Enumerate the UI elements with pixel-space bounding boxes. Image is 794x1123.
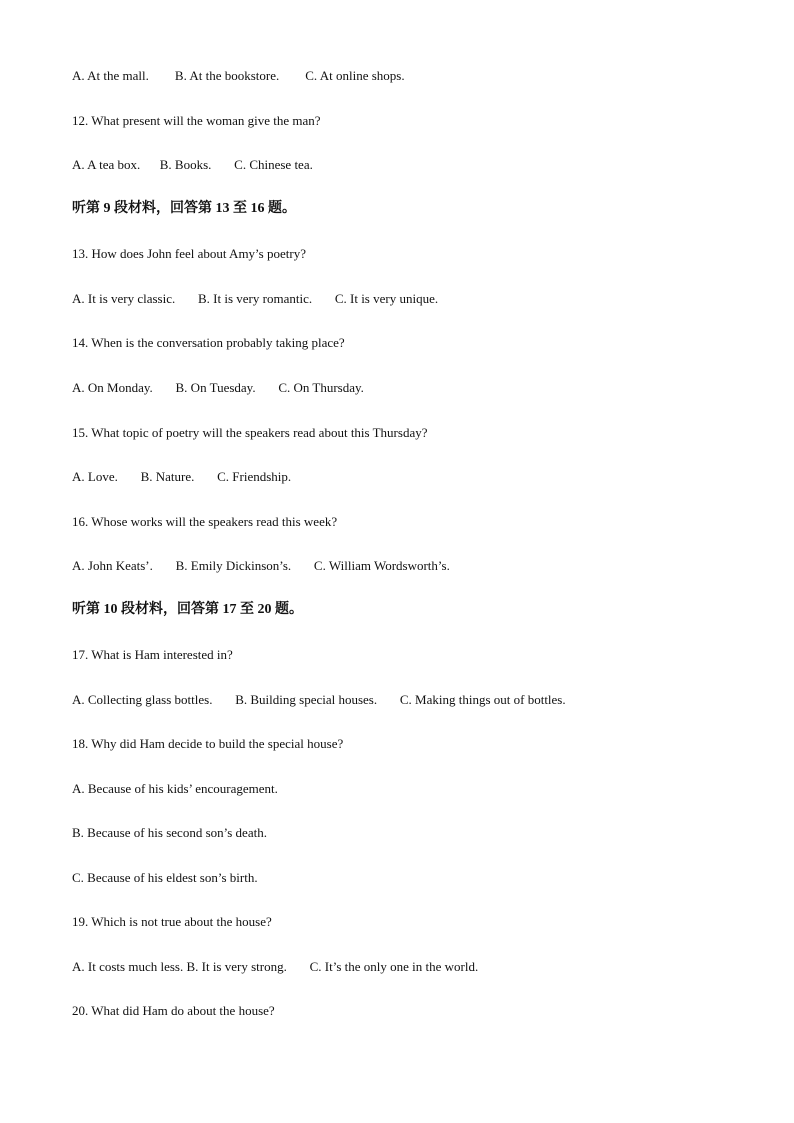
section-heading-10: 听第 10 段材料，回答第 17 至 20 题。	[72, 602, 303, 617]
answer-options-q19: A. It costs much less. B. It is very strong. C. It’s the only one in the world.	[72, 959, 479, 974]
answer-options-q11: A. At the mall. B. At the bookstore. C. At online shops.	[72, 68, 405, 83]
answer-options-q12: A. A tea box. B. Books. C. Chinese tea.	[72, 157, 313, 172]
question-12: 12. What present will the woman give the man?	[72, 113, 321, 128]
answer-options-q16: A. John Keats’. B. Emily Dickinson’s. C. William Wordsworth’s.	[72, 558, 450, 573]
answer-options-q14: A. On Monday. B. On Tuesday. C. On Thursday.	[72, 380, 364, 395]
answer-option-q18-a: A. Because of his kids’ encouragement.	[72, 781, 278, 796]
section-heading-9: 听第 9 段材料，回答第 13 至 16 题。	[72, 201, 296, 216]
answer-option-q18-b: B. Because of his second son’s death.	[72, 825, 267, 840]
question-15: 15. What topic of poetry will the speakers read about this Thursday?	[72, 425, 428, 440]
question-19: 19. Which is not true about the house?	[72, 914, 272, 929]
question-13: 13. How does John feel about Amy’s poetry?	[72, 246, 306, 261]
question-14: 14. When is the conversation probably taking place?	[72, 335, 345, 350]
question-17: 17. What is Ham interested in?	[72, 647, 233, 662]
question-16: 16. Whose works will the speakers read this week?	[72, 514, 338, 529]
answer-option-q18-c: C. Because of his eldest son’s birth.	[72, 870, 258, 885]
question-18: 18. Why did Ham decide to build the special house?	[72, 736, 344, 751]
answer-options-q15: A. Love. B. Nature. C. Friendship.	[72, 469, 292, 484]
question-20: 20. What did Ham do about the house?	[72, 1003, 275, 1018]
answer-options-q13: A. It is very classic. B. It is very romantic. C. It is very unique.	[72, 291, 439, 306]
answer-options-q17: A. Collecting glass bottles. B. Building special houses. C. Making things out of bottles.	[72, 692, 566, 707]
